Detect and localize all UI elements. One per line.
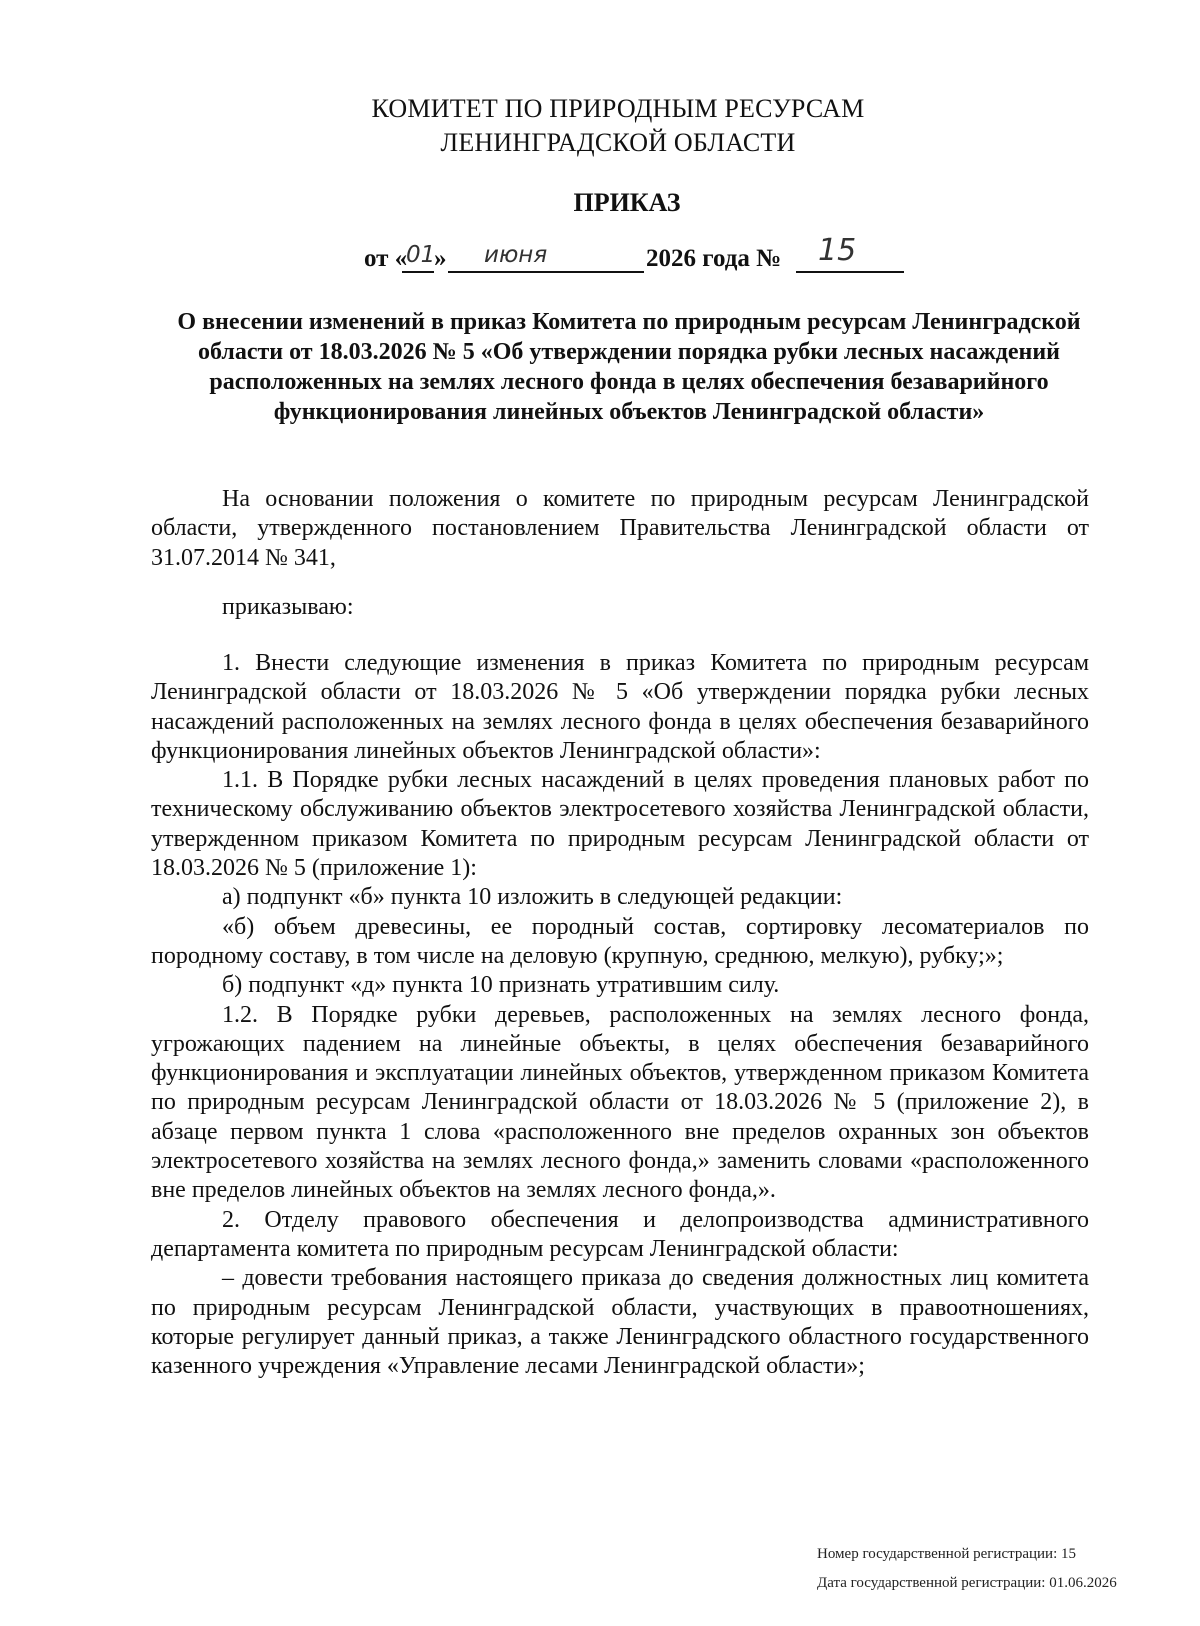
point-1-2: 1.2. В Порядке рубки деревьев, расположенных на землях лесного фонда, угрожающих падением на линейные объекты, в целях обеспечения безаварийного функционирования и эксплуатации линейных объектов, утвержденном приказом Комитета по природным ресурсам Ленинградской области от 18.03.2026 № 5 (приложение 2), в абзаце первом пункта 1 слова «расположенного вне пределов охранных зон объектов электросетевого хозяйства на землях лесного фонда,» заменить словами «расположенного вне пределов линейных объектов на землях лесного фонда,». bbox=[151, 1001, 1089, 1204]
registration-date: Дата государственной регистрации: 01.06.2026 bbox=[817, 1575, 1117, 1591]
basis-paragraph bbox=[151, 485, 1089, 573]
basis-text: На основании положения о комитете по природным ресурсам Ленинградской области, утвержденного постановлением Правительства Ленинградской области от 31.07.2014 № 341, bbox=[151, 486, 1089, 571]
subpoint-b-new-text: «б) объем древесины, ее породный состав, сортировку лесоматериалов по породному составу, в том числе на деловую (крупную, среднюю, мелкую), рубку;»; bbox=[151, 913, 1089, 969]
subpoint-b: б) подпункт «д» пункта 10 признать утратившим силу. bbox=[222, 972, 780, 999]
handwritten-month: июня bbox=[484, 242, 548, 268]
registration-info bbox=[817, 1540, 1177, 1598]
number-underline bbox=[796, 271, 904, 273]
order-points bbox=[151, 649, 1089, 1381]
order-word: приказываю: bbox=[222, 594, 354, 620]
handwritten-order-number: 15 bbox=[818, 233, 857, 268]
order-date-line bbox=[364, 233, 934, 278]
subpoint-a: а) подпункт «б» пункта 10 изложить в следующей редакции: bbox=[222, 884, 843, 911]
day-underline bbox=[402, 271, 434, 273]
point-2-dash-item: – довести требования настоящего приказа до сведения должностных лиц комитета по природным ресурсам Ленинградской области, участвующих в правоотношениях, которые регулирует данный приказ, а также Ленинградского областного государственного казенного учреждения «Управление лесами Ленинградской области»; bbox=[151, 1265, 1089, 1380]
document-type-title: ПРИКАЗ bbox=[573, 188, 681, 217]
point-2: 2. Отделу правового обеспечения и делопроизводства административного департамента комитета по природным ресурсам Ленинградской области: bbox=[151, 1206, 1089, 1262]
date-prefix: от « bbox=[364, 245, 408, 272]
registration-number: Номер государственной регистрации: 15 bbox=[817, 1546, 1076, 1562]
handwritten-day: 01 bbox=[406, 242, 436, 268]
committee-header bbox=[0, 92, 1200, 160]
month-underline bbox=[448, 271, 644, 273]
date-year-number-label: 2026 года № bbox=[646, 245, 782, 272]
point-1-1: 1.1. В Порядке рубки лесных насаждений в целях проведения плановых работ по техническому обслуживанию объектов электросетевого хозяйства Ленинградской области, утвержденном приказом Комитета по природным ресурсам Ленинградской области от 18.03.2026 № 5 (приложение 1): bbox=[151, 767, 1089, 882]
committee-line-1: КОМИТЕТ ПО ПРИРОДНЫМ РЕСУРСАМ bbox=[371, 94, 865, 123]
order-subject: О внесении изменений в приказ Комитета по природным ресурсам Ленинградской области от 18.03.2026 № 5 «Об утверждении порядка рубки лесных насаждений расположенных на землях лесного фонда в целях обеспечения безаварийного функционирования линейных объектов Ленинградской области» bbox=[177, 309, 1081, 425]
committee-line-2: ЛЕНИНГРАДСКОЙ ОБЛАСТИ bbox=[440, 128, 796, 157]
point-1: 1. Внести следующие изменения в приказ Комитета по природным ресурсам Ленинградской области от 18.03.2026 № 5 «Об утверждении порядка рубки лесных насаждений расположенных на землях лесного фонда в целях обеспечения безаварийного функционирования линейных объектов Ленинградской области»: bbox=[151, 650, 1089, 764]
date-mid: » bbox=[434, 245, 447, 272]
